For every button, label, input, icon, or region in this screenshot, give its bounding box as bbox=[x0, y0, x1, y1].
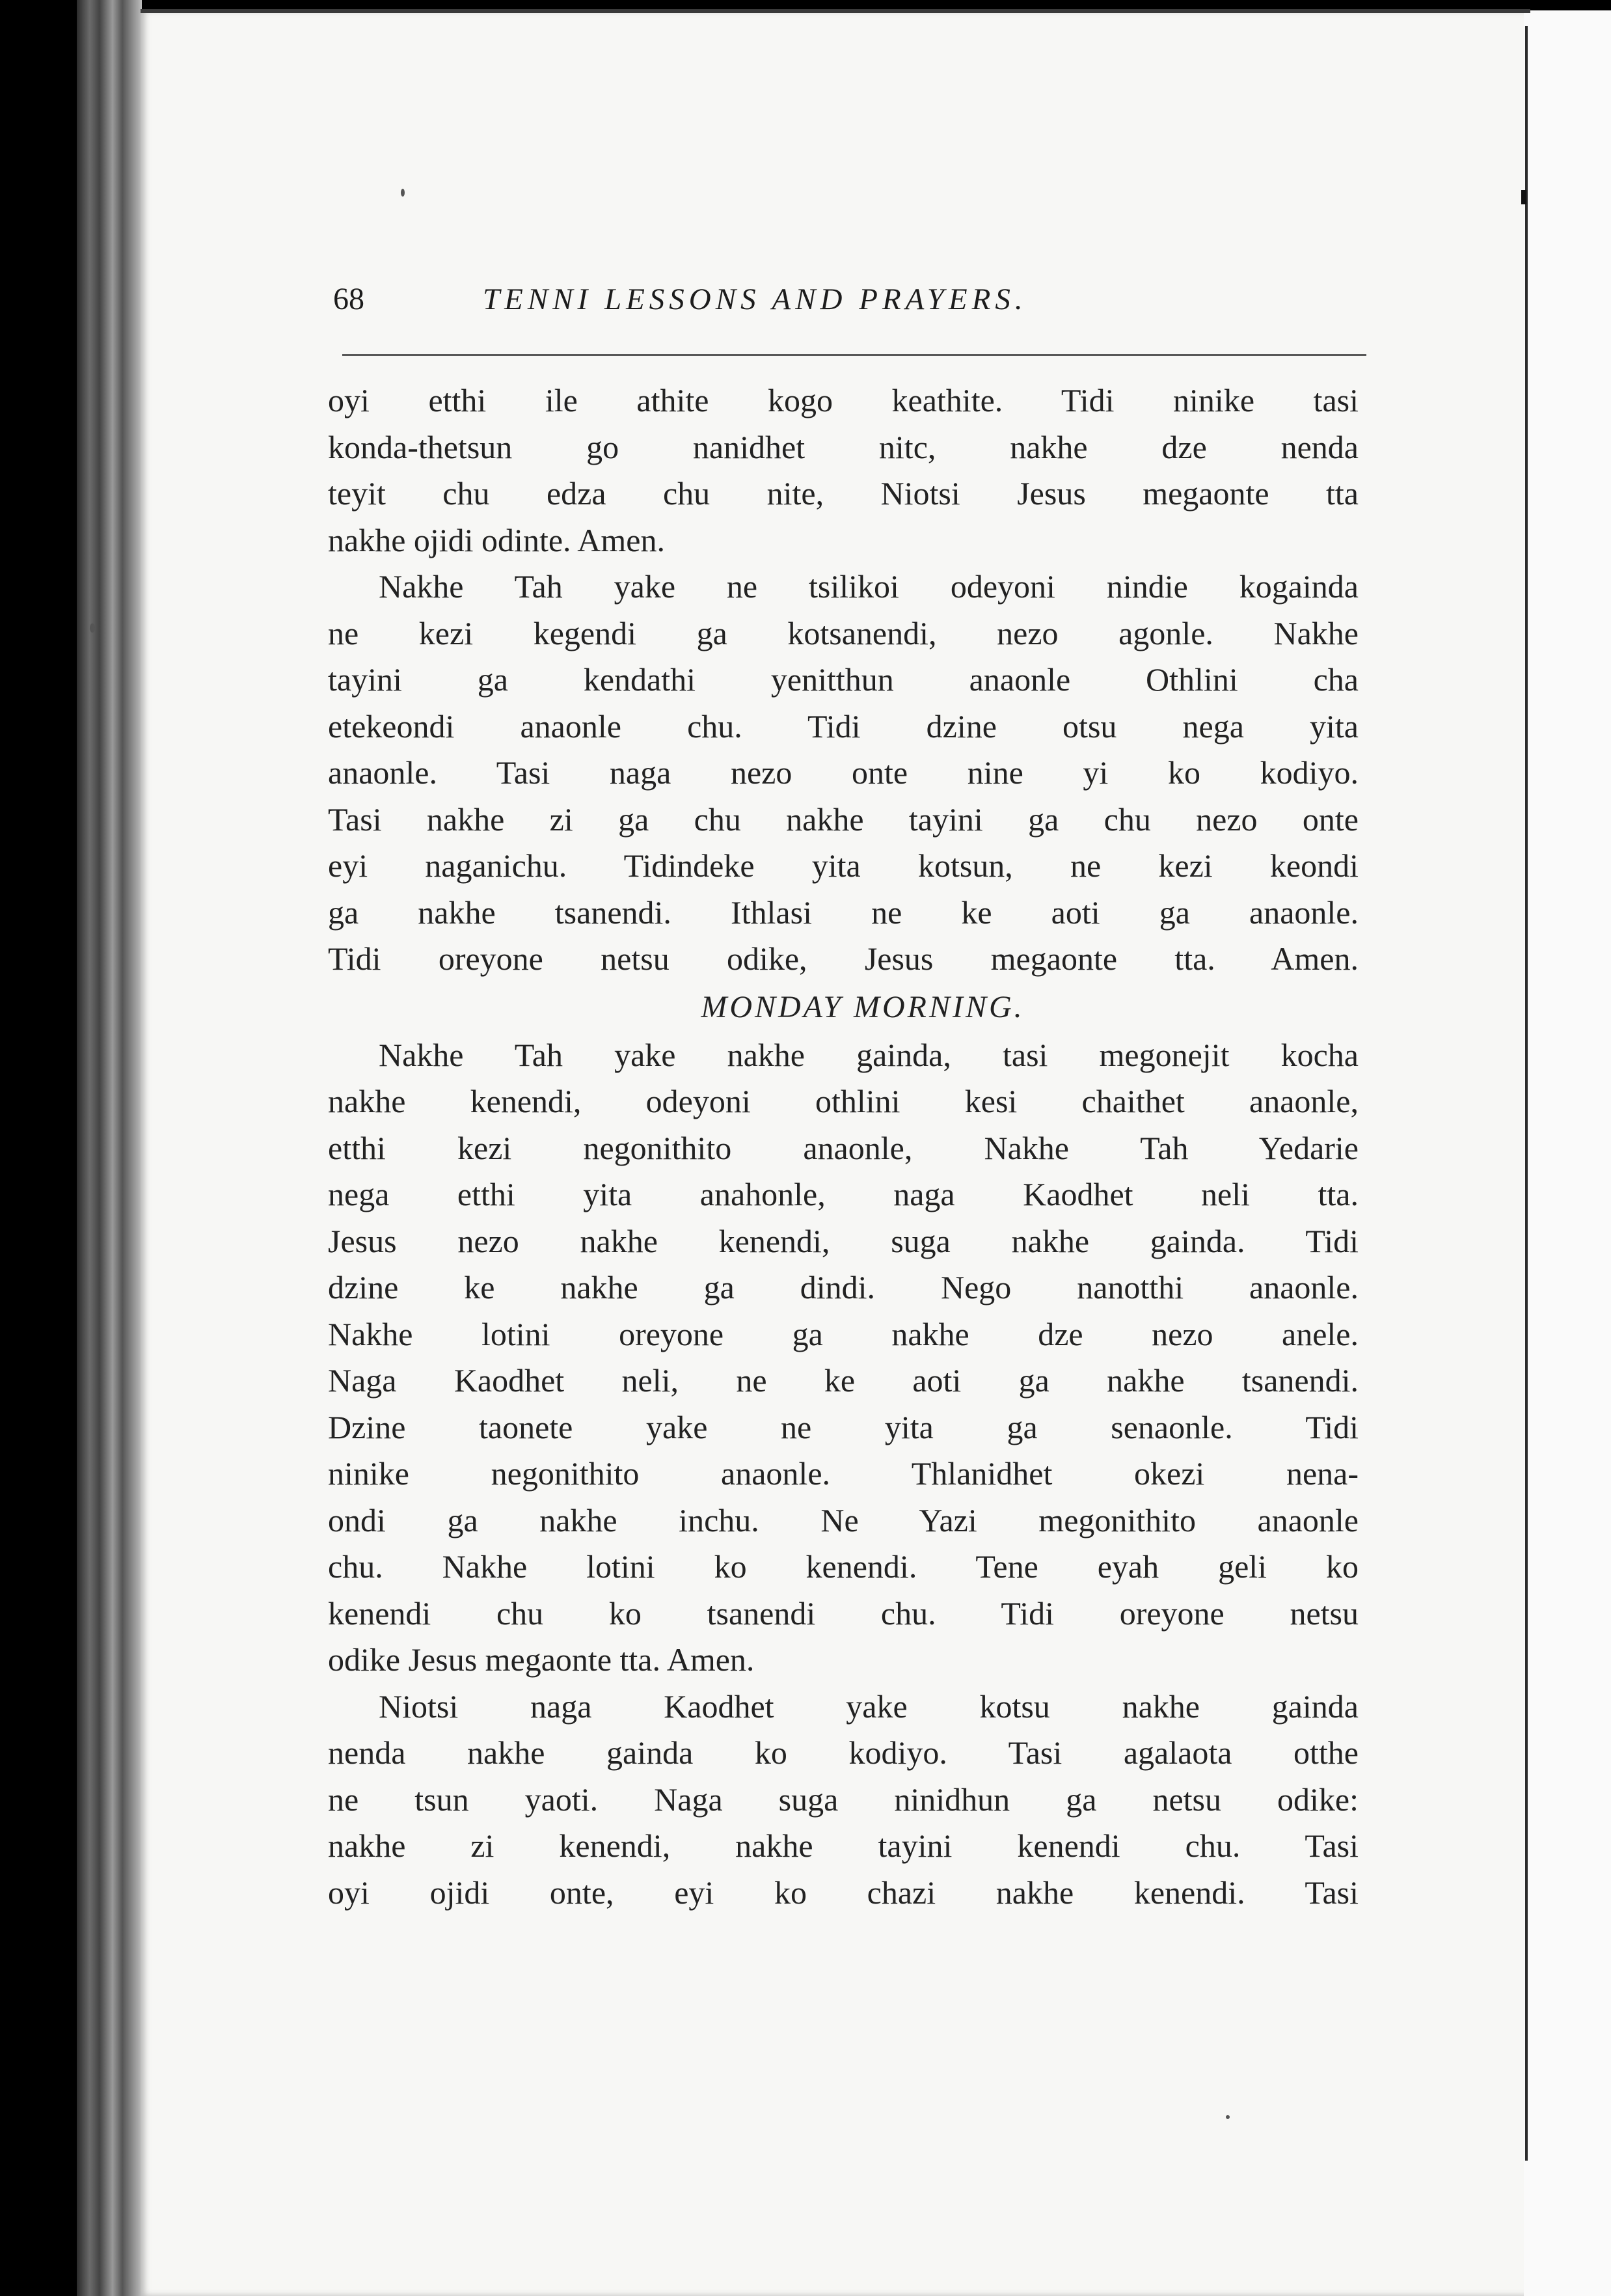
text-line: oyi etthi ile athite kogo keathite. Tidi ninike tasi bbox=[328, 382, 1359, 418]
monday-morning-text-block bbox=[328, 1032, 1359, 1917]
running-head: TENNI LESSONS AND PRAYERS. bbox=[483, 282, 1027, 316]
text-line: ninike negonithito anaonle. Thlanidhet okezi nena- bbox=[328, 1455, 1359, 1492]
text-line: nenda nakhe gainda ko kodiyo. Tasi agalaota otthe bbox=[328, 1734, 1359, 1771]
text-line: Dzine taonete yake ne yita ga senaonle. Tidi bbox=[328, 1408, 1359, 1445]
text-line: kenendi chu ko tsanendi chu. Tidi oreyone netsu bbox=[328, 1594, 1359, 1632]
text-line: konda-thetsun go nanidhet nitc, nakhe dze nenda bbox=[328, 428, 1359, 465]
text-line: ga nakhe tsanendi. Ithlasi ne ke aoti ga anaonle. bbox=[328, 894, 1359, 931]
text-line: Niotsi naga Kaodhet yake kotsu nakhe gainda bbox=[379, 1688, 1359, 1725]
text-line: chu. Nakhe lotini ko kenendi. Tene eyah geli ko bbox=[328, 1548, 1359, 1585]
top-border-line bbox=[141, 9, 1530, 13]
text-line: nakhe kenendi, odeyoni othlini kesi chaithet anaonle, bbox=[328, 1083, 1359, 1119]
text-line: nega etthi yita anahonle, naga Kaodhet neli tta. bbox=[328, 1176, 1359, 1212]
text-line: Nakhe Tah yake ne tsilikoi odeyoni nindie kogainda bbox=[379, 568, 1359, 605]
page-edge-line bbox=[1525, 26, 1528, 2161]
text-line: Nakhe Tah yake nakhe gainda, tasi megonejit kocha bbox=[379, 1036, 1359, 1073]
body-text bbox=[328, 377, 1359, 1916]
page-header bbox=[333, 281, 1355, 328]
text-line: oyi ojidi onte, eyi ko chazi nakhe kenendi. Tasi bbox=[328, 1874, 1359, 1911]
page-edge-mark bbox=[1521, 190, 1526, 204]
text-line: ondi ga nakhe inchu. Ne Yazi megonithito anaonle bbox=[328, 1501, 1359, 1538]
text-line: Tasi nakhe zi ga chu nakhe tayini ga chu nezo onte bbox=[328, 800, 1359, 838]
ink-speck bbox=[1226, 2115, 1230, 2119]
text-line: eyi naganichu. Tidindeke yita kotsun, ne kezi keondi bbox=[328, 847, 1359, 884]
text-line: Tidi oreyone netsu odike, Jesus megaonte tta. Amen. bbox=[328, 940, 1359, 977]
text-line: nakhe zi kenendi, nakhe tayini kenendi chu. Tasi bbox=[328, 1827, 1359, 1864]
book-binding-edge bbox=[77, 0, 142, 2296]
text-line: Nakhe lotini oreyone ga nakhe dze nezo anele. bbox=[328, 1315, 1359, 1352]
text-line: ne tsun yaoti. Naga suga ninidhun ga netsu odike: bbox=[328, 1781, 1359, 1818]
text-line: anaonle. Tasi naga nezo onte nine yi ko kodiyo. bbox=[328, 754, 1359, 791]
section-heading: MONDAY MORNING. bbox=[701, 989, 1025, 1024]
text-line: ne kezi kegendi ga kotsanendi, nezo agonle. Nakhe bbox=[328, 614, 1359, 651]
text-line: teyit chu edza chu nite, Niotsi Jesus megaonte tta bbox=[328, 475, 1359, 512]
page-number: 68 bbox=[333, 282, 364, 316]
text-line: Jesus nezo nakhe kenendi, suga nakhe gainda. Tidi bbox=[328, 1222, 1359, 1259]
text-line: etthi kezi negonithito anaonle, Nakhe Tah Yedarie bbox=[328, 1129, 1359, 1166]
ink-speck bbox=[90, 623, 95, 633]
text-line: etekeondi anaonle chu. Tidi dzine otsu nega yita bbox=[328, 707, 1359, 745]
text-line: odike Jesus megaonte tta. Amen. bbox=[328, 1641, 755, 1678]
ink-speck bbox=[401, 189, 405, 197]
text-line: dzine ke nakhe ga dindi. Nego nanotthi anaonle. bbox=[328, 1269, 1359, 1305]
text-line: Naga Kaodhet neli, ne ke aoti ga nakhe tsanendi. bbox=[328, 1362, 1359, 1399]
prayer-text-block bbox=[328, 377, 1359, 983]
text-line: tayini ga kendathi yenitthun anaonle Othlini cha bbox=[328, 661, 1359, 698]
header-rule bbox=[342, 354, 1366, 356]
text-line: nakhe ojidi odinte. Amen. bbox=[328, 521, 665, 558]
facing-page-edge bbox=[1524, 10, 1611, 2296]
